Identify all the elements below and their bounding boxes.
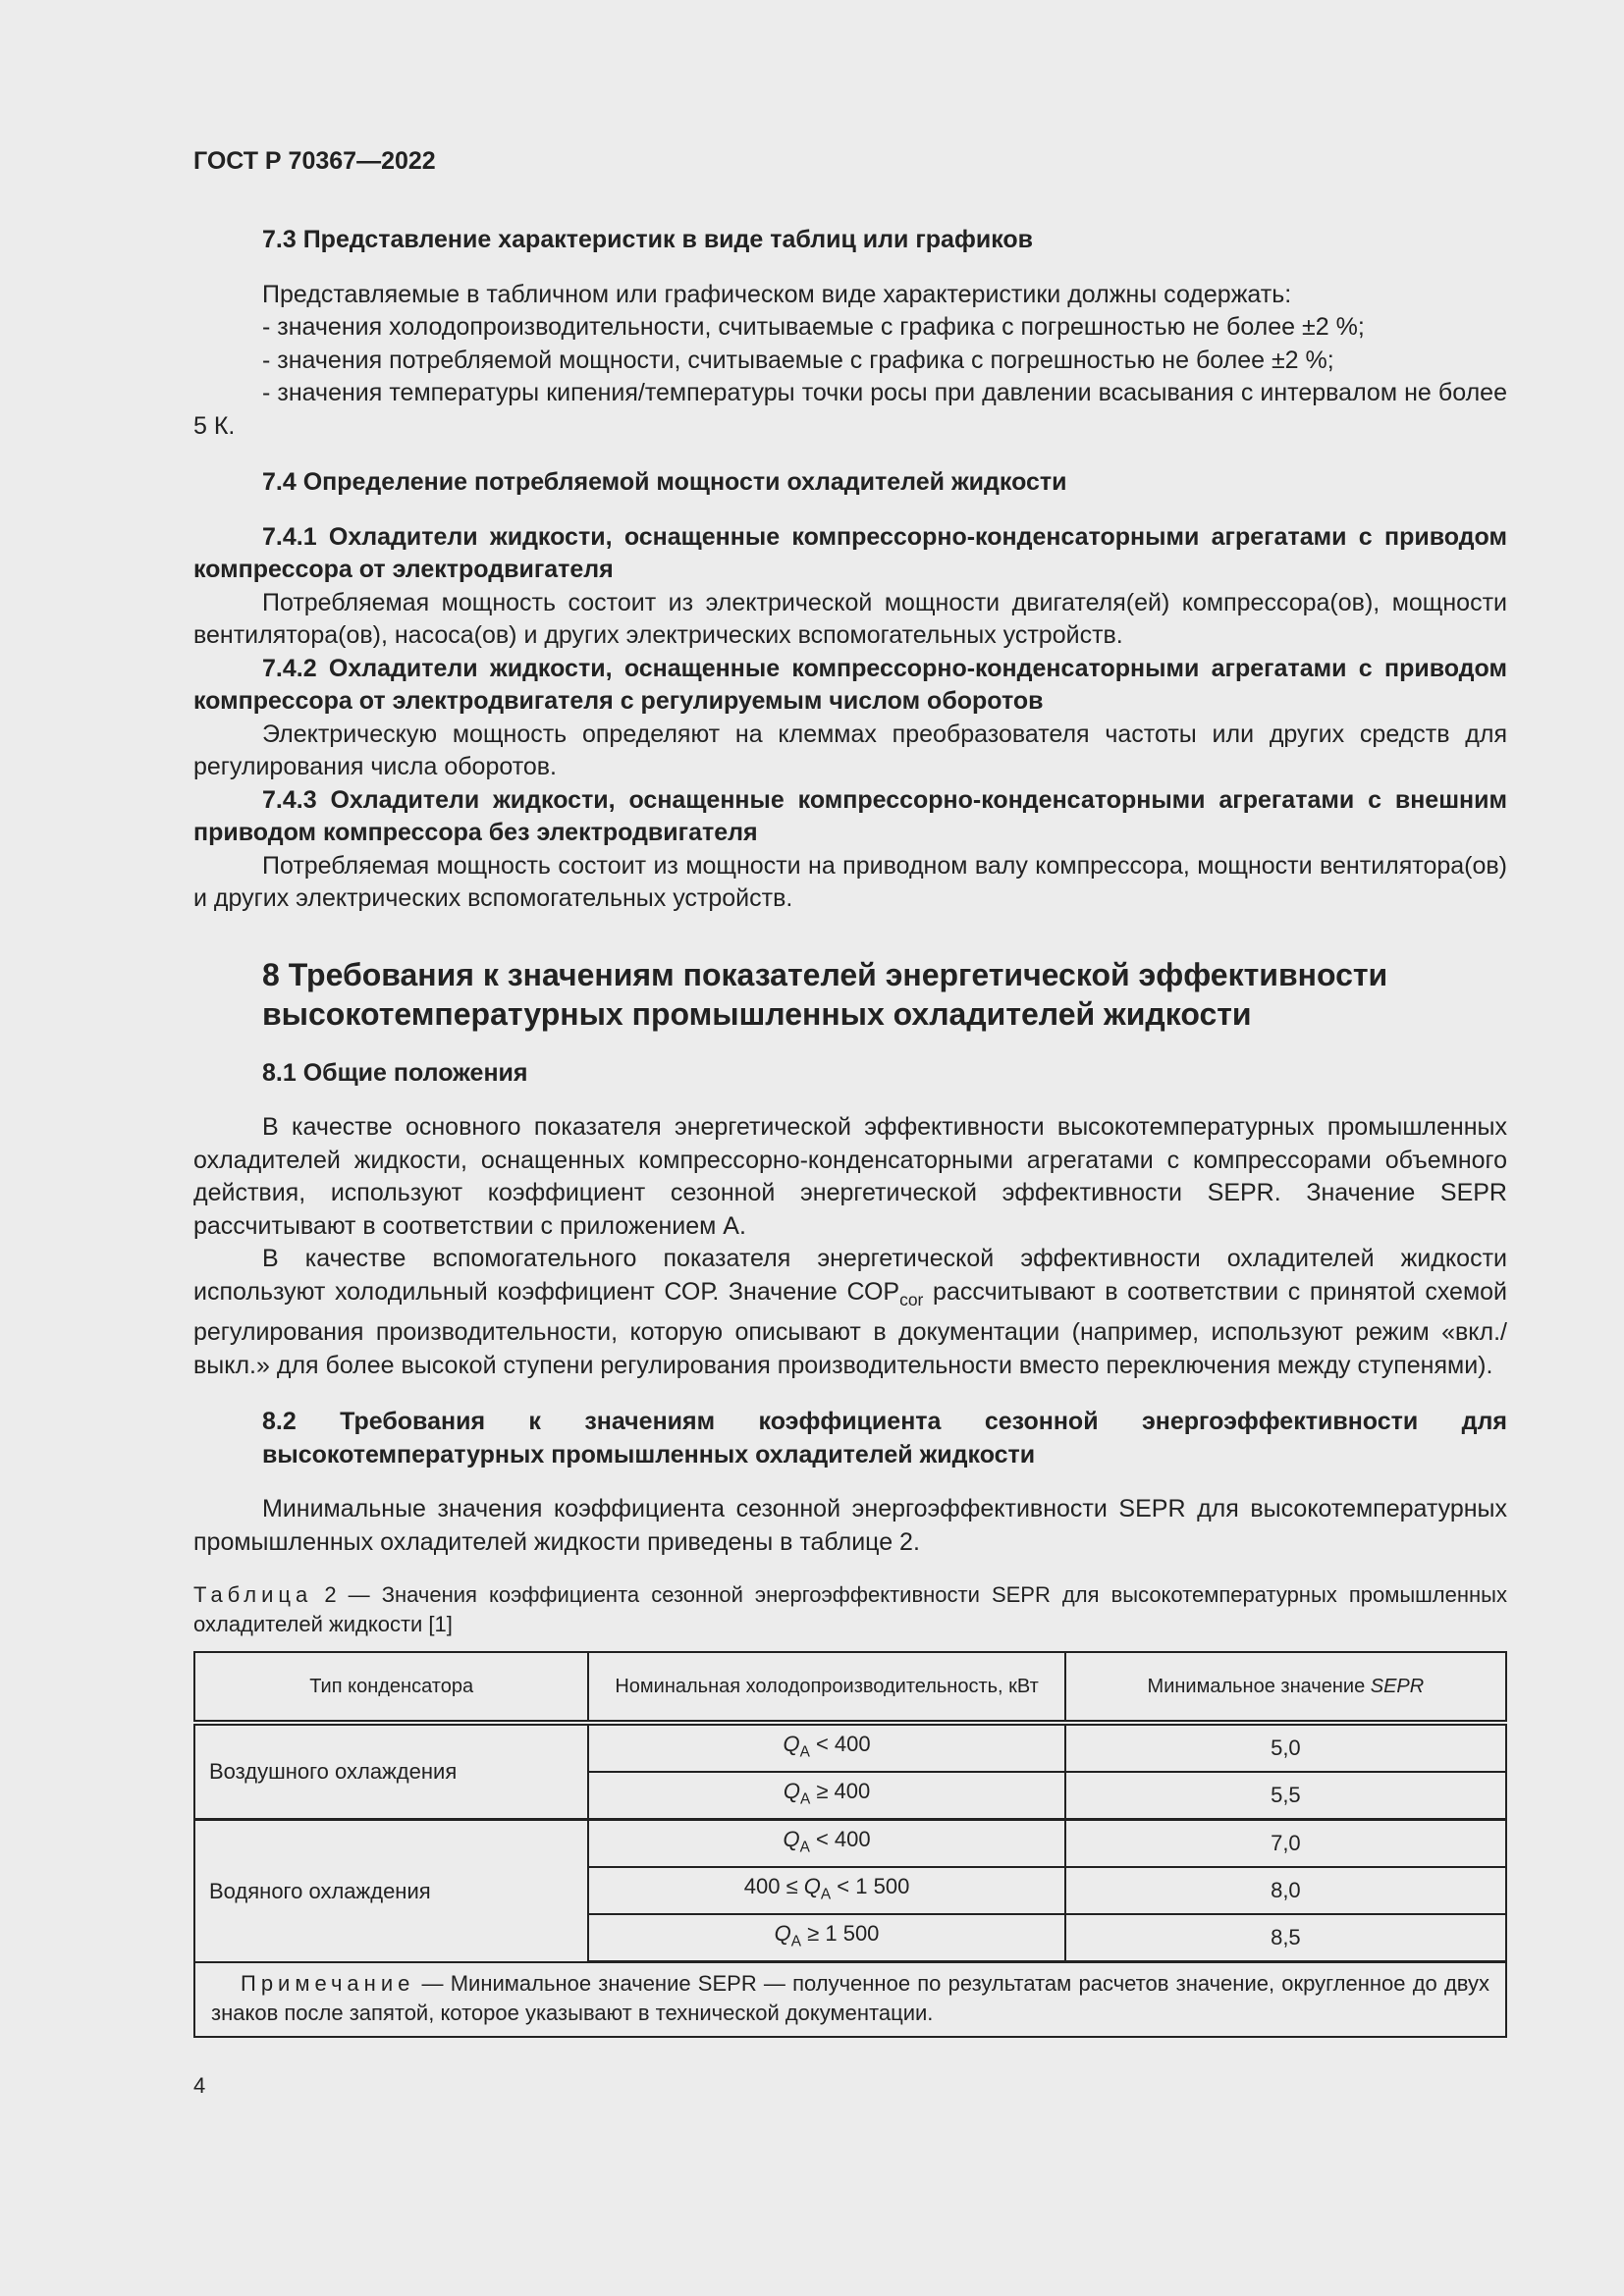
capacity-suffix: < 400 <box>809 1827 871 1852</box>
capacity-cell <box>588 1820 1064 1868</box>
doc-header: ГОСТ Р 70367—2022 <box>193 147 436 175</box>
section-7-4-2-text: Электрическую мощность определяют на клеммах преобразователя частоты или других средств для регулирования числа оборотов. <box>193 720 1507 780</box>
section-8-1-title: 8.1 Общие положения <box>262 1058 528 1087</box>
column-header <box>1065 1652 1506 1723</box>
section-7-4-title: 7.4 Определение потребляемой мощности охладителей жидкости <box>262 468 1067 496</box>
section-8-title-line1: 8 Требования к значениям показателей энергетической эффективности <box>262 956 1388 992</box>
table-note-row <box>194 1962 1506 2038</box>
q-symbol: Q <box>783 1732 800 1757</box>
condenser-type-air: Воздушного охлаждения <box>194 1723 588 1820</box>
capacity-suffix: < 400 <box>809 1732 871 1757</box>
list-item: - значения температуры кипения/температуры точки росы при давлении всасывания с интервалом не более 5 К. <box>193 379 1507 440</box>
sepr-value-cell: 7,0 <box>1065 1820 1506 1868</box>
capacity-cell <box>588 1914 1064 1962</box>
condenser-type-water: Водяного охлаждения <box>194 1820 588 1962</box>
capacity-suffix: < 1 500 <box>831 1874 910 1899</box>
section-8-1-p2-b: рассчитывают в соответствии с принятой схемой регулирования производительности, которую описывают в документации (например, используют режим «вкл./выкл.» для более высокой ступени регулирования производительности вместо переключения между ступенями). <box>193 1277 1507 1379</box>
q-subscript: A <box>820 1886 832 1903</box>
sepr-table <box>193 1651 1507 2038</box>
section-8-2-title: 8.2 Требования к значениям коэффициента сезонной энергоэффективности для высокотемпературных промышленных охладителей жидкости <box>262 1408 1507 1468</box>
section-8-1-p2 <box>193 1243 1507 1382</box>
section-7-3-title: 7.3 Представление характеристик в виде таблиц или графиков <box>262 226 1034 253</box>
section-8-title <box>193 955 1507 1034</box>
section-7-4-1-text: Потребляемая мощность состоит из электрической мощности двигателя(ей) компрессора(ов), мощности вентилятора(ов), насоса(ов) и других электрических вспомогательных устройств. <box>193 588 1507 649</box>
table-note <box>194 1962 1506 2038</box>
q-subscript: A <box>799 1790 811 1808</box>
section-8-2-text: Минимальные значения коэффициента сезонной энергоэффективности SEPR для высокотемпературных промышленных охладителей жидкости приведены в таблице 2. <box>193 1495 1507 1556</box>
capacity-prefix: 400 ≤ <box>743 1874 804 1899</box>
table-row <box>194 1820 1506 1868</box>
capacity-suffix: ≥ 400 <box>810 1779 871 1804</box>
q-symbol: Q <box>803 1874 821 1899</box>
table-header-row <box>194 1652 1506 1723</box>
sepr-value-cell: 8,0 <box>1065 1867 1506 1914</box>
section-7-4-3-title: 7.4.3 Охладители жидкости, оснащенные компрессорно-конденсаторными агрегатами с внешним приводом компрессора без электродвигателя <box>193 785 1507 846</box>
q-symbol: Q <box>783 1779 800 1804</box>
column-header-text: Минимальное значение <box>1147 1676 1371 1697</box>
q-subscript: A <box>790 1933 802 1950</box>
section-8-title-line2: высокотемпературных промышленных охладителей жидкости <box>262 995 1252 1032</box>
column-header: Тип конденсатора <box>194 1652 588 1723</box>
capacity-suffix: ≥ 1 500 <box>801 1921 880 1947</box>
table-caption-text: 2 — Значения коэффициента сезонной энергоэффективности SEPR для высокотемпературных промышленных охладителей жидкости [1] <box>193 1582 1507 1636</box>
section-7-3-intro: Представляемые в табличном или графическом виде характеристики должны содержать: <box>262 280 1292 308</box>
q-subscript: A <box>799 1839 810 1856</box>
section-7-4-2-title: 7.4.2 Охладители жидкости, оснащенные компрессорно-конденсаторными агрегатами с приводом компрессора от электродвигателя с регулируемым числом оборотов <box>193 654 1507 715</box>
q-symbol: Q <box>783 1827 800 1852</box>
table-row <box>194 1723 1506 1772</box>
cop-subscript: cor <box>899 1289 924 1309</box>
list-item: - значения холодопроизводительности, считываемые с графика с погрешностью не более ±2 %; <box>262 313 1365 341</box>
sepr-value-cell: 5,5 <box>1065 1772 1506 1820</box>
note-label: Примечание <box>241 1971 415 1996</box>
section-8-1-p1: В качестве основного показателя энергетической эффективности высокотемпературных промышленных охладителей жидкости, оснащенных компрессорно-конденсаторными агрегатами с компрессорами объемного действия, используют коэффициент сезонной энергетической эффективности SEPR. Значение SEPR рассчитывают в соответствии с приложением А. <box>193 1113 1507 1240</box>
capacity-cell <box>588 1723 1064 1772</box>
list-item: - значения потребляемой мощности, считываемые с графика с погрешностью не более ±2 %; <box>262 346 1334 374</box>
column-header-sepr: SEPR <box>1370 1676 1425 1697</box>
section-8-1-p2-a: В качестве вспомогательного показателя энергетической эффективности охладителей жидкости используют холодильный коэффициент СОР. Значение СОР <box>193 1245 1507 1306</box>
sepr-value-cell: 8,5 <box>1065 1914 1506 1962</box>
q-subscript: A <box>799 1743 810 1761</box>
document-body <box>193 224 1507 2038</box>
note-text: — Минимальное значение SEPR — полученное по результатам расчетов значение, округленное до двух знаков после запятой, которое указывают в технической документации. <box>211 1971 1489 2025</box>
table-caption <box>193 1580 1507 1639</box>
q-symbol: Q <box>774 1921 791 1947</box>
section-7-4-1-title: 7.4.1 Охладители жидкости, оснащенные компрессорно-конденсаторными агрегатами с приводом компрессора от электродвигателя <box>193 522 1507 583</box>
table-caption-label: Таблица <box>193 1582 313 1607</box>
section-7-4-3-text: Потребляемая мощность состоит из мощности на приводном валу компрессора, мощности вентилятора(ов) и других электрических вспомогательных устройств. <box>193 851 1507 912</box>
sepr-value-cell: 5,0 <box>1065 1723 1506 1772</box>
page-number: 4 <box>193 2073 206 2098</box>
capacity-cell <box>588 1867 1064 1914</box>
column-header: Номинальная холодопроизводительность, кВт <box>588 1652 1064 1723</box>
capacity-cell <box>588 1772 1064 1820</box>
